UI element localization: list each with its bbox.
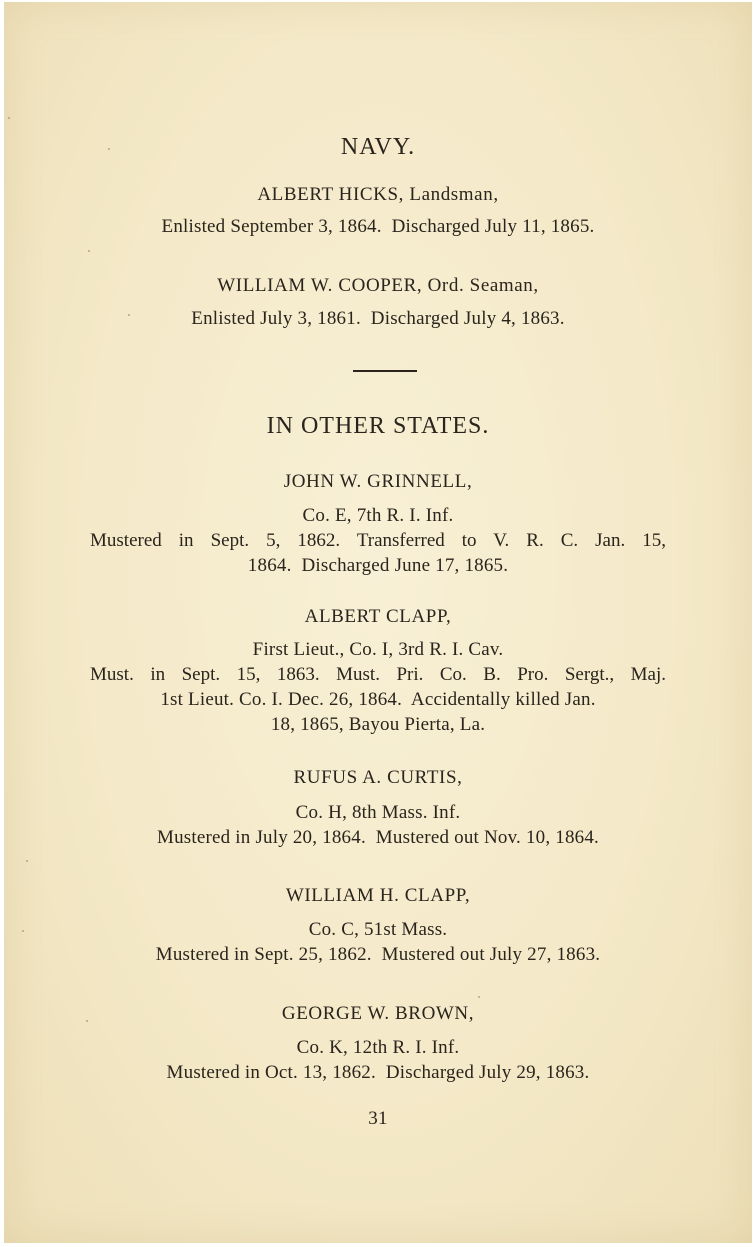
entry-unit: Co. E, 7th R. I. Inf. xyxy=(302,505,454,526)
entry-details: Mustered in Sept. 25, 1862. Mustered out July 27, 1863. xyxy=(155,944,601,965)
other-states-heading: IN OTHER STATES. xyxy=(266,413,490,439)
entry-details: 1864. Discharged June 17, 1865. xyxy=(247,555,509,576)
entry-details: Enlisted September 3, 1864. Discharged July 11, 1865. xyxy=(161,216,595,237)
entry-name: WILLIAM W. COOPER, Ord. Seaman, xyxy=(217,275,539,296)
entry-name: WILLIAM H. CLAPP, xyxy=(285,885,471,906)
entry-details: Must. in Sept. 15, 1863. Must. Pri. Co. B. Pro. Sergt., Maj. xyxy=(90,664,666,685)
entry-unit: Co. K, 12th R. I. Inf. xyxy=(296,1037,460,1058)
entry-details: Enlisted July 3, 1861. Discharged July 4, 1863. xyxy=(191,308,565,329)
entry-details: Mustered in Oct. 13, 1862. Discharged July 29, 1863. xyxy=(166,1062,590,1083)
section-divider xyxy=(353,370,417,372)
entry-unit: First Lieut., Co. I, 3rd R. I. Cav. xyxy=(252,639,504,660)
entry-name: GEORGE W. BROWN, xyxy=(281,1003,475,1024)
navy-heading: NAVY. xyxy=(340,134,416,160)
entry-name: JOHN W. GRINNELL, xyxy=(283,471,473,492)
entry-unit: Co. H, 8th Mass. Inf. xyxy=(295,802,461,823)
entry-details: 18, 1865, Bayou Pierta, La. xyxy=(270,714,486,735)
entry-details: 1st Lieut. Co. I. Dec. 26, 1864. Accidentally killed Jan. xyxy=(160,689,596,710)
entry-name: RUFUS A. CURTIS, xyxy=(293,767,463,788)
paper-speck xyxy=(8,117,10,119)
entry-details: Mustered in Sept. 5, 1862. Transferred to V. R. C. Jan. 15, xyxy=(90,530,666,551)
entry-details: Mustered in July 20, 1864. Mustered out Nov. 10, 1864. xyxy=(157,827,599,848)
paper-speck xyxy=(478,996,480,998)
paper-speck xyxy=(26,860,28,862)
entry-name: ALBERT CLAPP, xyxy=(304,606,452,627)
paper-speck xyxy=(88,250,90,252)
book-page xyxy=(4,2,752,1243)
entry-unit: Co. C, 51st Mass. xyxy=(308,919,448,940)
page-number: 31 xyxy=(368,1108,388,1129)
entry-name: ALBERT HICKS, Landsman, xyxy=(257,184,499,205)
